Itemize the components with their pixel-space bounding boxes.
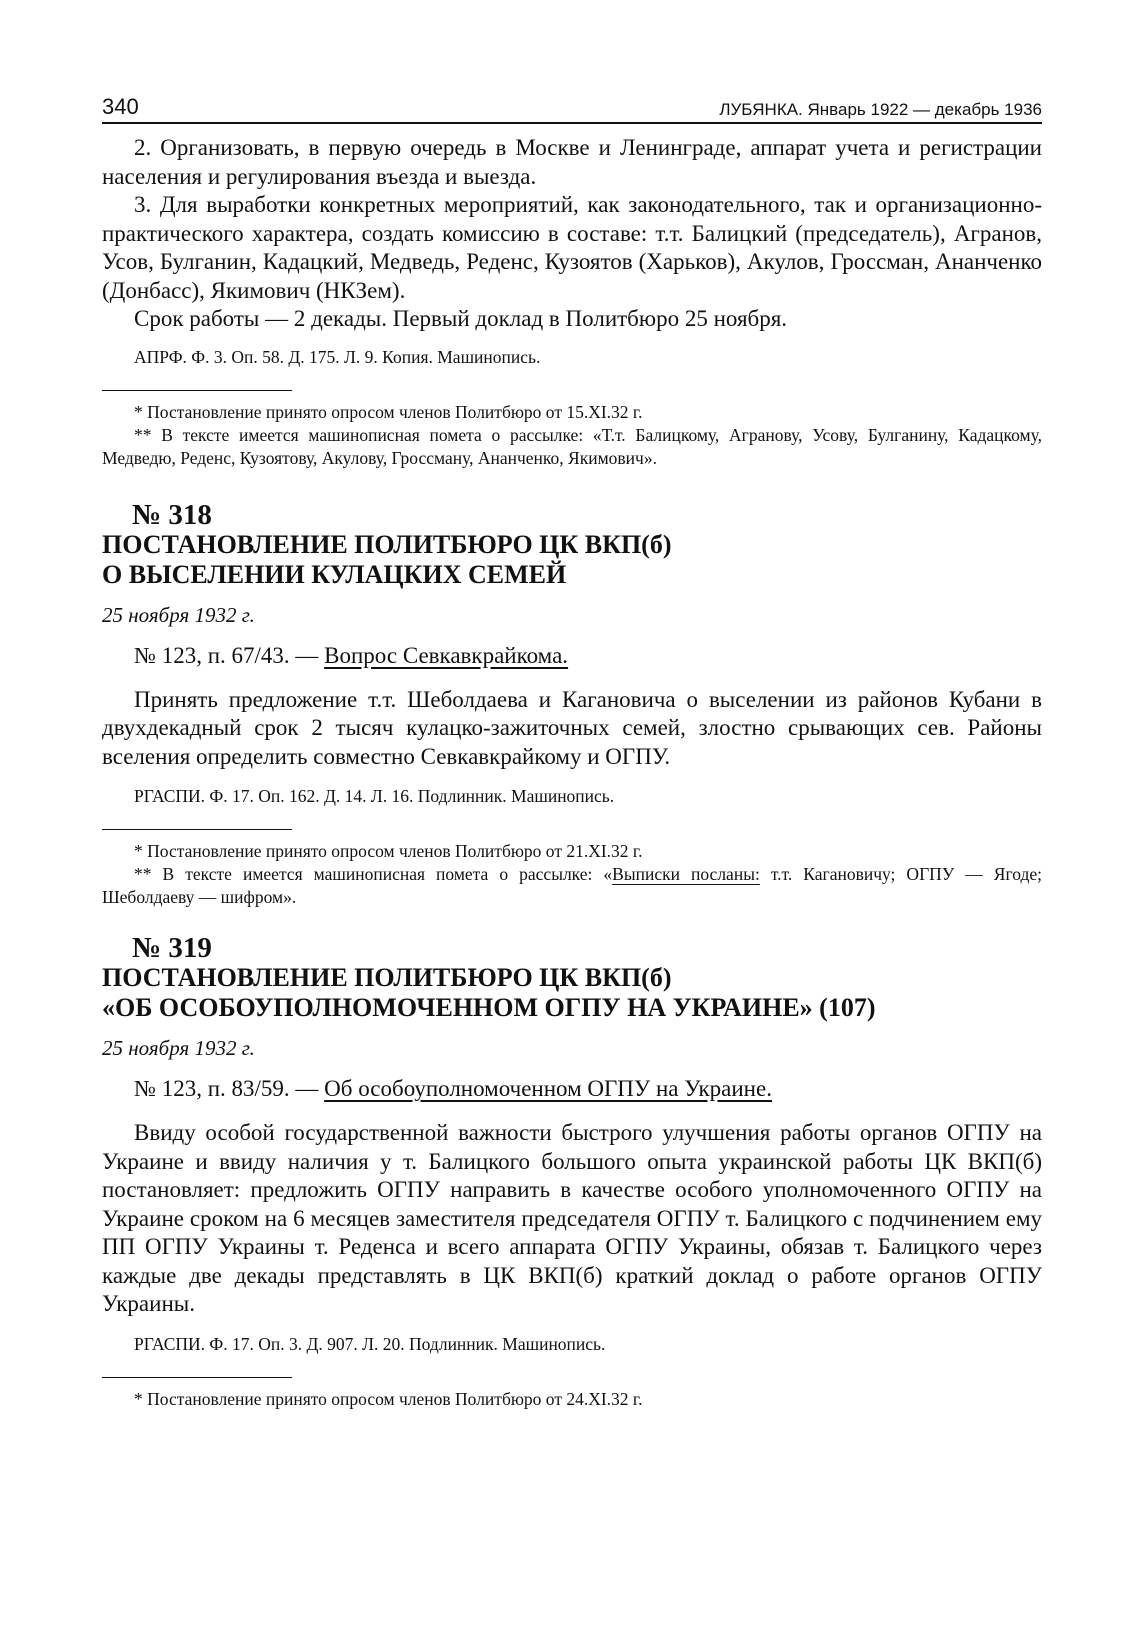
footnote-mark: *: [134, 841, 143, 861]
resolution-text: Ввиду особой государственной важности быстрого улучшения работы органов ОГПУ на Украине и ввиду наличия у т. Балицкого большого опыта украинской работы ЦК ВКП(б) постановляет: предложить ОГПУ направить в качестве особого уполномоченного ОГПУ на Украине сроком на 6 месяцев заместителя председателя ОГПУ т. Балицкого с подчинением ему ПП ОГПУ Украины т. Реденса и всего аппарата ОГПУ Украины, обязав т. Балицкого через каждые две декады представлять в ЦК ВКП(б) краткий доклад о работе органов ОГПУ Украины.: [102, 1120, 1042, 1316]
footnote-underlined: Выписки посланы:: [612, 864, 760, 884]
footnotes: [102, 1388, 1042, 1411]
archive-source: РГАСПИ. Ф. 17. Оп. 162. Д. 14. Л. 16. Подлинник. Машинопись.: [134, 786, 615, 806]
document-title-line: ПОСТАНОВЛЕНИЕ ПОЛИТБЮРО ЦК ВКП(б): [102, 963, 672, 992]
footnote-text: В тексте имеется машинописная помета о рассылке: «: [162, 864, 613, 884]
footnote-mark: **: [134, 424, 152, 445]
footnote-text: Постановление принято опросом членов Политбюро от 21.XI.32 г.: [147, 841, 643, 861]
protocol-reference: [102, 642, 1042, 670]
footnote-mark: **: [134, 864, 152, 884]
footnote: [102, 424, 1042, 470]
footnote-rule: [102, 829, 292, 830]
footnote-text: В тексте имеется машинописная помета о рассылке: «Т.т. Балицкому, Агранову, Усову, Булганину, Кадацкому, Медведю, Реденс, Кузоятову, Акулову, Гроссману, Ананченко, Якимович».: [102, 424, 1043, 468]
document-number: № 319: [132, 932, 212, 964]
document-date: 25 ноября 1932 г.: [102, 1036, 255, 1060]
footnote-text: Постановление принято опросом членов Политбюро от 24.XI.32 г.: [147, 1388, 643, 1409]
running-head: [102, 88, 1042, 118]
protocol-number: № 123, п. 67/43. —: [134, 642, 325, 668]
document-number: № 318: [132, 498, 212, 531]
footnote-rule: [102, 1377, 292, 1378]
document-title-line: ПОСТАНОВЛЕНИЕ ПОЛИТБЮРО ЦК ВКП(б): [102, 529, 672, 559]
document-title-line: О ВЫСЕЛЕНИИ КУЛАЦКИХ СЕМЕЙ: [102, 559, 567, 589]
paragraph: Срок работы — 2 декады. Первый доклад в Политбюро 25 ноября.: [134, 306, 788, 331]
protocol-subject: Вопрос Севкавкрайкома.: [324, 642, 569, 668]
document-title-line: «ОБ ОСОБОУПОЛНОМОЧЕННОМ ОГПУ НА УКРАИНЕ» (107): [102, 993, 876, 1022]
document-319: [102, 933, 1042, 1411]
footnote: [102, 863, 1042, 909]
footnote-mark: *: [134, 401, 143, 422]
book-page: [102, 88, 1042, 1411]
footnote-text: Постановление принято опросом членов Политбюро от 15.XI.32 г.: [147, 401, 643, 422]
protocol-number: № 123, п. 83/59. —: [134, 1076, 325, 1101]
paragraph: 3. Для выработки конкретных мероприятий, как законодательного, так и организационно-практического характера, создать комиссию в составе: т.т. Балицкий (председатель), Агранов, Усов, Булганин, Кадацкий, Медведь, Реденс, Кузоятов (Харьков), Акулов, Гроссман, Ананченко (Донбасс), Якимович (НКЗем).: [102, 192, 1042, 303]
header-rule: [102, 122, 1042, 124]
footnotes: [102, 401, 1042, 470]
page-number: 340: [102, 94, 139, 119]
footnote: [102, 840, 1042, 863]
footnote: [102, 1388, 1042, 1411]
protocol-subject: Об особоуполномоченном ОГПУ на Украине.: [324, 1076, 772, 1101]
running-title: ЛУБЯНКА. Январь 1922 — декабрь 1936: [719, 100, 1042, 119]
document-318: [102, 500, 1042, 910]
resolution-text: Принять предложение т.т. Шеболдаева и Кагановича о выселении из районов Кубани в двухдекадный срок 2 тысяч кулацко-зажиточных семей, злостно срывающих сев. Районы вселения определить совместно Севкавкрайкому и ОГПУ.: [102, 686, 1042, 769]
continuation-block: [102, 134, 1042, 470]
footnote: [102, 401, 1042, 424]
archive-source: АПРФ. Ф. 3. Оп. 58. Д. 175. Л. 9. Копия. Машинопись.: [134, 346, 541, 367]
footnotes: [102, 840, 1042, 909]
protocol-reference: [102, 1075, 1042, 1103]
footnote-mark: *: [134, 1388, 143, 1409]
footnote-text: т.т. Кагановичу; ОГПУ — Ягоде; Шеболдаеву — шифром».: [102, 864, 1042, 907]
document-date: 25 ноября 1932 г.: [102, 602, 255, 627]
archive-source: РГАСПИ. Ф. 17. Оп. 3. Д. 907. Л. 20. Подлинник. Машинопись.: [134, 1333, 606, 1354]
paragraph: 2. Организовать, в первую очередь в Москве и Ленинграде, аппарат учета и регистрации населения и регулирования въезда и выезда.: [102, 135, 1042, 189]
footnote-rule: [102, 390, 292, 391]
